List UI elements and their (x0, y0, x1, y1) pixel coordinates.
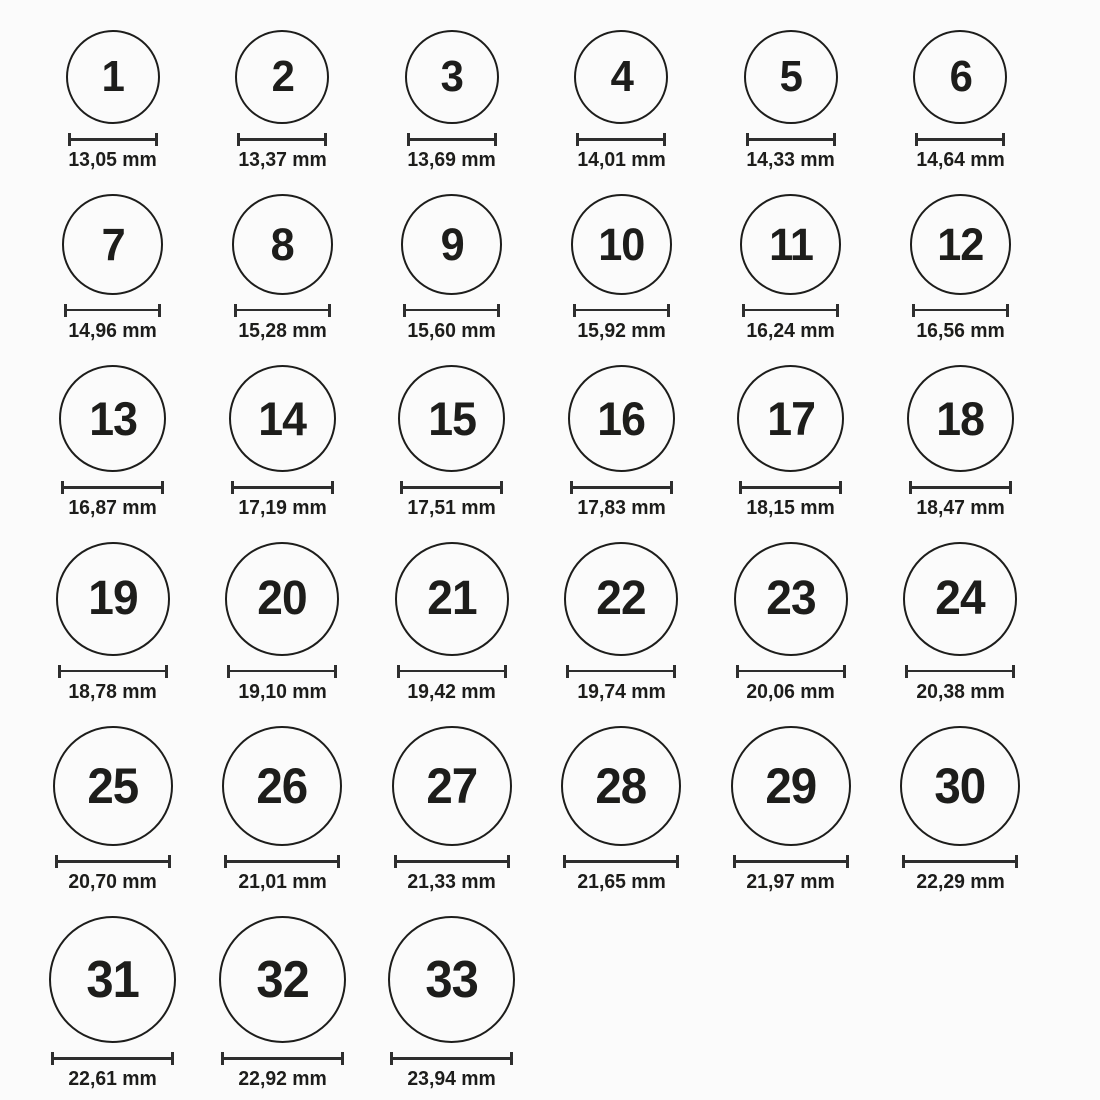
measure-bar (58, 860, 168, 863)
ring-size-number: 32 (255, 949, 309, 1008)
measure-bar (918, 138, 1002, 141)
ring-circle (731, 726, 851, 846)
ring-circle (392, 726, 512, 846)
diameter-measure-line (231, 481, 334, 494)
ring-circle (561, 726, 681, 846)
diameter-measure-line (234, 304, 331, 317)
diameter-label: 14,64 mm (916, 149, 1005, 171)
ring-size-number: 26 (256, 757, 308, 814)
measure-bar (227, 860, 337, 863)
ring-item (876, 194, 1046, 343)
diameter-label: 20,70 mm (68, 870, 157, 893)
ring-circle (734, 542, 848, 656)
diameter-measure-line (58, 665, 168, 678)
ring-size-number: 23 (766, 571, 816, 626)
ring-item (28, 30, 198, 172)
ring-item (28, 542, 198, 704)
ring-item (876, 726, 1046, 894)
ring-circle (571, 194, 672, 295)
measure-bar (230, 670, 334, 673)
ring-size-number: 30 (934, 757, 986, 814)
diameter-measure-line (400, 481, 503, 494)
ring-size-number: 2 (271, 52, 294, 101)
ring-size-number: 8 (270, 218, 294, 270)
ring-size-number: 9 (440, 218, 464, 270)
diameter-measure-line (61, 481, 164, 494)
ring-item (367, 916, 537, 1091)
diameter-measure-line (902, 855, 1018, 868)
measure-bar (237, 309, 328, 312)
measure-bar (742, 486, 839, 489)
ring-size-number: 31 (86, 949, 140, 1008)
measure-bar (749, 138, 833, 141)
ring-circle (910, 194, 1011, 295)
ring-item (28, 365, 198, 520)
ring-circle (232, 194, 333, 295)
ring-size-number: 10 (598, 218, 645, 270)
ring-circle (59, 365, 166, 472)
diameter-label: 18,47 mm (916, 496, 1005, 519)
ring-item (198, 365, 368, 520)
diameter-measure-line (739, 481, 842, 494)
ring-circle (574, 30, 668, 124)
ring-circle (219, 916, 346, 1043)
ring-size-number: 29 (765, 757, 817, 814)
diameter-label: 15,60 mm (407, 319, 496, 342)
diameter-label: 16,24 mm (746, 319, 835, 342)
ring-item (28, 916, 198, 1091)
measure-bar (397, 860, 507, 863)
diameter-label: 18,78 mm (68, 680, 157, 703)
diameter-measure-line (905, 665, 1015, 678)
diameter-measure-line (563, 855, 679, 868)
diameter-label: 17,51 mm (407, 496, 496, 519)
ring-item (198, 726, 368, 894)
diameter-label: 16,56 mm (916, 319, 1005, 342)
diameter-measure-line (566, 665, 676, 678)
ring-item (198, 30, 368, 172)
ring-size-number: 21 (427, 571, 477, 626)
ring-item (706, 194, 876, 343)
ring-size-number: 19 (88, 571, 138, 626)
ring-circle (49, 916, 176, 1043)
ring-size-number: 33 (425, 949, 479, 1008)
ring-size-number: 6 (949, 52, 972, 101)
ring-row (28, 542, 1045, 704)
diameter-measure-line (51, 1052, 174, 1065)
diameter-measure-line (55, 855, 171, 868)
ring-item (537, 30, 707, 172)
ring-item (706, 365, 876, 520)
ring-row (28, 365, 1045, 520)
diameter-measure-line (237, 133, 327, 146)
ring-size-number: 16 (597, 391, 646, 445)
measure-bar (240, 138, 324, 141)
measure-bar (739, 670, 843, 673)
ring-size-number: 14 (258, 391, 307, 445)
ring-item (367, 542, 537, 704)
ring-circle (56, 542, 170, 656)
ring-size-number: 25 (87, 757, 139, 814)
ring-circle (564, 542, 678, 656)
ring-item (537, 194, 707, 343)
ring-item (198, 542, 368, 704)
diameter-measure-line (573, 304, 670, 317)
ring-size-number: 28 (595, 757, 647, 814)
diameter-measure-line (224, 855, 340, 868)
diameter-label: 21,65 mm (577, 870, 666, 893)
diameter-measure-line (407, 133, 497, 146)
measure-bar (579, 138, 663, 141)
ring-size-number: 17 (766, 391, 815, 445)
diameter-measure-line (733, 855, 849, 868)
ring-circle (53, 726, 173, 846)
diameter-measure-line (915, 133, 1005, 146)
ring-size-number: 27 (426, 757, 478, 814)
ring-size-number: 11 (768, 218, 813, 270)
diameter-label: 23,94 mm (407, 1067, 496, 1090)
diameter-measure-line (227, 665, 337, 678)
measure-bar (576, 309, 667, 312)
measure-bar (224, 1057, 341, 1060)
diameter-label: 13,37 mm (238, 149, 327, 171)
ring-row (28, 30, 1045, 172)
diameter-measure-line (221, 1052, 344, 1065)
measure-bar (403, 486, 500, 489)
diameter-label: 22,29 mm (916, 870, 1005, 893)
ring-size-number: 15 (427, 391, 476, 445)
ring-size-number: 7 (101, 218, 125, 270)
ring-circle (744, 30, 838, 124)
diameter-label: 21,33 mm (407, 870, 496, 893)
ring-item (198, 916, 368, 1091)
ring-circle (737, 365, 844, 472)
ring-circle (222, 726, 342, 846)
diameter-label: 13,69 mm (407, 149, 496, 171)
measure-bar (64, 486, 161, 489)
measure-bar (912, 486, 1009, 489)
ring-size-number: 20 (257, 571, 307, 626)
measure-bar (71, 138, 155, 141)
diameter-label: 14,33 mm (746, 149, 835, 171)
ring-circle (907, 365, 1014, 472)
diameter-measure-line (736, 665, 846, 678)
diameter-label: 20,38 mm (916, 680, 1005, 703)
ring-size-number: 22 (596, 571, 646, 626)
measure-bar (569, 670, 673, 673)
ring-item (28, 726, 198, 894)
measure-bar (393, 1057, 510, 1060)
ring-item (367, 194, 537, 343)
measure-bar (915, 309, 1006, 312)
ring-circle (388, 916, 515, 1043)
measure-bar (67, 309, 158, 312)
measure-bar (234, 486, 331, 489)
diameter-measure-line (394, 855, 510, 868)
diameter-label: 13,05 mm (68, 149, 157, 171)
ring-circle (398, 365, 505, 472)
diameter-measure-line (397, 665, 507, 678)
ring-item (876, 542, 1046, 704)
measure-bar (905, 860, 1015, 863)
diameter-measure-line (576, 133, 666, 146)
ring-item (367, 30, 537, 172)
diameter-label: 14,96 mm (68, 319, 157, 342)
ring-circle (913, 30, 1007, 124)
diameter-measure-line (64, 304, 161, 317)
ring-size-number: 12 (937, 218, 984, 270)
ring-circle (740, 194, 841, 295)
measure-bar (400, 670, 504, 673)
diameter-label: 19,42 mm (407, 680, 496, 703)
ring-circle (405, 30, 499, 124)
diameter-label: 15,28 mm (238, 319, 327, 342)
ring-row (28, 194, 1045, 343)
diameter-measure-line (912, 304, 1009, 317)
ring-row (28, 726, 1045, 894)
ring-item (28, 194, 198, 343)
measure-bar (908, 670, 1012, 673)
diameter-measure-line (742, 304, 839, 317)
diameter-label: 18,15 mm (746, 496, 835, 519)
ring-item (367, 365, 537, 520)
diameter-measure-line (909, 481, 1012, 494)
ring-size-number: 24 (935, 571, 985, 626)
ring-circle (66, 30, 160, 124)
ring-size-number: 13 (88, 391, 137, 445)
ring-circle (401, 194, 502, 295)
diameter-measure-line (68, 133, 158, 146)
diameter-label: 21,97 mm (746, 870, 835, 893)
ring-circle (229, 365, 336, 472)
diameter-label: 19,10 mm (238, 680, 327, 703)
ring-circle (62, 194, 163, 295)
ring-item (537, 365, 707, 520)
diameter-measure-line (746, 133, 836, 146)
diameter-label: 22,61 mm (68, 1067, 157, 1090)
diameter-measure-line (390, 1052, 513, 1065)
ring-circle (900, 726, 1020, 846)
measure-bar (573, 486, 670, 489)
ring-circle (903, 542, 1017, 656)
ring-item (537, 542, 707, 704)
ring-item (706, 726, 876, 894)
diameter-label: 21,01 mm (238, 870, 327, 893)
measure-bar (566, 860, 676, 863)
ring-item (706, 542, 876, 704)
diameter-label: 17,83 mm (577, 496, 666, 519)
ring-circle (225, 542, 339, 656)
ring-row (28, 916, 1045, 1091)
diameter-label: 20,06 mm (746, 680, 835, 703)
ring-item (367, 726, 537, 894)
ring-item (706, 30, 876, 172)
diameter-label: 19,74 mm (577, 680, 666, 703)
ring-circle (395, 542, 509, 656)
ring-item (876, 30, 1046, 172)
measure-bar (410, 138, 494, 141)
diameter-measure-line (403, 304, 500, 317)
ring-size-number: 1 (101, 52, 124, 101)
ring-circle (568, 365, 675, 472)
diameter-measure-line (570, 481, 673, 494)
ring-size-number: 3 (440, 52, 463, 101)
ring-size-number: 18 (936, 391, 985, 445)
measure-bar (61, 670, 165, 673)
ring-size-number: 5 (779, 52, 802, 101)
measure-bar (745, 309, 836, 312)
ring-size-number: 4 (610, 52, 633, 101)
ring-item (198, 194, 368, 343)
diameter-label: 22,92 mm (238, 1067, 327, 1090)
measure-bar (736, 860, 846, 863)
diameter-label: 14,01 mm (577, 149, 666, 171)
measure-bar (54, 1057, 171, 1060)
diameter-label: 15,92 mm (577, 319, 666, 342)
ring-circle (235, 30, 329, 124)
diameter-label: 17,19 mm (238, 496, 327, 519)
diameter-label: 16,87 mm (68, 496, 157, 519)
ring-item (537, 726, 707, 894)
measure-bar (406, 309, 497, 312)
ring-item (876, 365, 1046, 520)
